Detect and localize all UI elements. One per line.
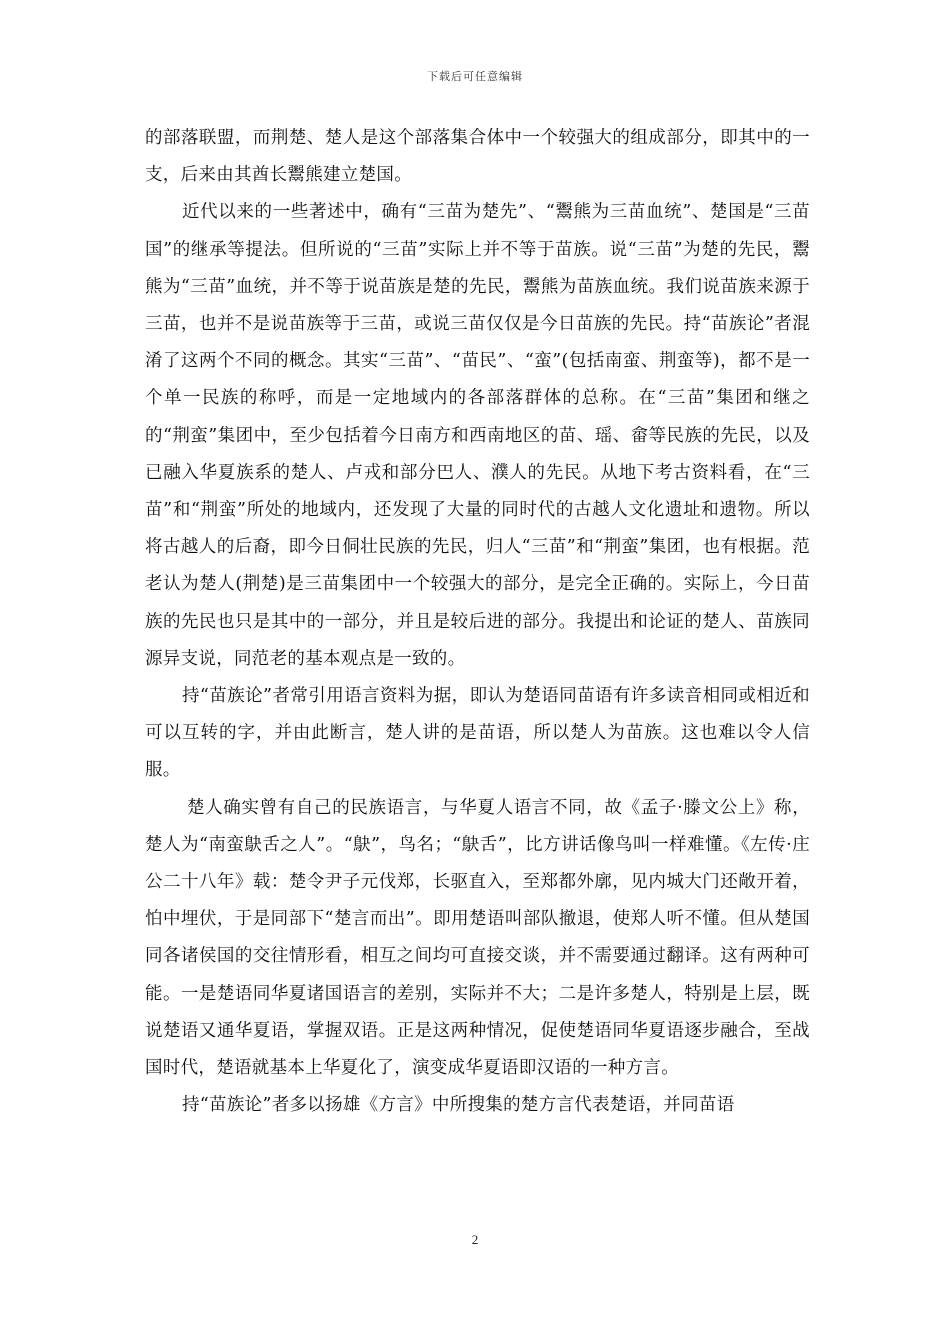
page-header: 下载后可任意编辑: [427, 70, 523, 83]
paragraph: 楚人确实曾有自己的民族语言，与华夏人语言不同，故《孟子·滕文公上》称，楚人为“南蛮鴃舌之人”。“鴃”，鸟名；“鴃舌”，比方讲话像鸟叫一样难懂。《左传·庄公二十八年》载：楚令尹子元伐郑，长驱直入，至郑都外廓，见内城大门还敞开着，怕中埋伏，于是同部下“楚言而出”。即用楚语叫部队撤退，使郑人听不懂。但从楚国同各诸侯国的交往情形看，相互之间均可直接交谈，并不需要通过翻译。这有两种可能。一是楚语同华夏诸国语言的差别，实际并不大；二是许多楚人，特别是上层，既说楚语又通华夏语，掌握双语。正是这两种情况，促使楚语同华夏语逐步融合，至战国时代，楚语就基本上华夏化了，演变成华夏语即汉语的一种方言。: [145, 797, 810, 1079]
document-body: [145, 120, 810, 1124]
paragraph: 持“苗族论”者多以扬雄《方言》中所搜集的楚方言代表楚语，并同苗语: [182, 1095, 735, 1116]
page-number: 2: [471, 1232, 479, 1247]
paragraph: 的部落联盟，而荆楚、楚人是这个部落集合体中一个较强大的组成部分，即其中的一支，后来由其酋长鬻熊建立楚国。: [145, 128, 810, 186]
paragraph: 持“苗族论”者常引用语言资料为据，即认为楚语同苗语有许多读音相同或相近和可以互转的字，并由此断言，楚人讲的是苗语，所以楚人为苗族。这也难以令人信服。: [145, 686, 810, 781]
paragraph: 近代以来的一些著述中，确有“三苗为楚先”、“鬻熊为三苗血统”、楚国是“三苗国”的继承等提法。但所说的“三苗”实际上并不等于苗族。说“三苗”为楚的先民，鬻熊为“三苗”血统，并不等于说苗族是楚的先民，鬻熊为苗族血统。我们说苗族来源于三苗，也并不是说苗族等于三苗，或说三苗仅仅是今日苗族的先民。持“苗族论”者混淆了这两个不同的概念。其实“三苗”、“苗民”、“蛮”(包括南蛮、荆蛮等)，都不是一个单一民族的称呼，而是一定地域内的各部落群体的总称。在“三苗”集团和继之的“荆蛮”集团中，至少包括着今日南方和西南地区的苗、瑶、畲等民族的先民，以及已融入华夏族系的楚人、卢戎和部分巴人、濮人的先民。从地下考古资料看，在“三苗”和“荆蛮”所处的地域内，还发现了大量的同时代的古越人文化遗址和遗物。所以将古越人的后裔，即今日侗壮民族的先民，归人“三苗”和“荆蛮”集团，也有根据。范老认为楚人(荆楚)是三苗集团中一个较强大的部分，是完全正确的。实际上，今日苗族的先民也只是其中的一部分，并且是较后进的部分。我提出和论证的楚人、苗族同源异支说，同范老的基本观点是一致的。: [145, 202, 810, 669]
